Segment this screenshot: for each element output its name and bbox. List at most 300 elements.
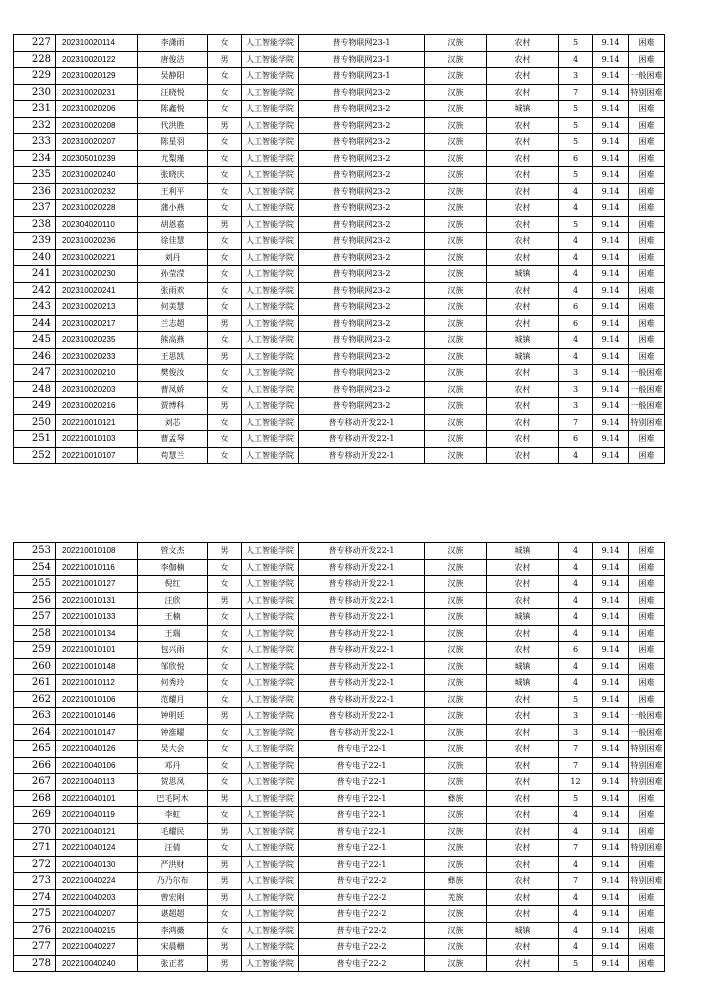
family-members-cell: 3 (559, 708, 593, 725)
class-name-cell: 普专物联网23-2 (299, 200, 425, 217)
row-index-cell: 237 (14, 200, 56, 217)
gender-cell: 男 (208, 939, 242, 956)
gender-cell: 女 (208, 576, 242, 593)
ethnicity-cell: 汉族 (425, 823, 487, 840)
family-members-cell: 4 (559, 658, 593, 675)
family-members-cell: 5 (559, 216, 593, 233)
hardship-level-cell: 困难 (629, 823, 665, 840)
hardship-level-cell: 特别困难 (629, 84, 665, 101)
row-index-cell: 247 (14, 365, 56, 382)
student-name-cell: 孙莹滢 (138, 266, 208, 283)
family-members-cell: 4 (559, 609, 593, 626)
table-row (14, 315, 665, 332)
date-cell: 9.14 (593, 365, 629, 382)
date-cell: 9.14 (593, 51, 629, 68)
row-index-cell: 250 (14, 414, 56, 431)
date-cell: 9.14 (593, 724, 629, 741)
row-index-cell: 262 (14, 691, 56, 708)
row-index-cell: 261 (14, 675, 56, 692)
row-index-cell: 244 (14, 315, 56, 332)
table-row (14, 757, 665, 774)
student-name-cell: 乃乃尔布 (138, 873, 208, 890)
row-index-cell: 253 (14, 543, 56, 560)
date-cell: 9.14 (593, 398, 629, 415)
family-members-cell: 5 (559, 167, 593, 184)
date-cell: 9.14 (593, 642, 629, 659)
student-name-cell: 王思凯 (138, 348, 208, 365)
gender-cell: 女 (208, 134, 242, 151)
table-row (14, 431, 665, 448)
table-row (14, 84, 665, 101)
date-cell: 9.14 (593, 823, 629, 840)
college-cell: 人工智能学院 (242, 708, 299, 725)
household-origin-cell: 农村 (487, 906, 559, 923)
class-name-cell: 普专电子22-2 (299, 889, 425, 906)
household-origin-cell: 农村 (487, 625, 559, 642)
family-members-cell: 3 (559, 365, 593, 382)
student-name-cell: 钟明廷 (138, 708, 208, 725)
family-members-cell: 5 (559, 691, 593, 708)
table-row (14, 873, 665, 890)
table-row (14, 576, 665, 593)
college-cell: 人工智能学院 (242, 675, 299, 692)
ethnicity-cell: 汉族 (425, 592, 487, 609)
student-name-cell: 李伽楠 (138, 559, 208, 576)
class-name-cell: 普专物联网23-2 (299, 266, 425, 283)
student-id-cell: 202210010148 (56, 658, 138, 675)
family-members-cell: 5 (559, 35, 593, 52)
household-origin-cell: 农村 (487, 592, 559, 609)
table-row (14, 658, 665, 675)
table-row (14, 906, 665, 923)
family-members-cell: 4 (559, 200, 593, 217)
student-name-cell: 钟淮曜 (138, 724, 208, 741)
gender-cell: 女 (208, 447, 242, 464)
gender-cell: 男 (208, 315, 242, 332)
row-index-cell: 239 (14, 233, 56, 250)
gender-cell: 男 (208, 856, 242, 873)
household-origin-cell: 农村 (487, 691, 559, 708)
hardship-level-cell: 困难 (629, 939, 665, 956)
hardship-level-cell: 特别困难 (629, 774, 665, 791)
gender-cell: 女 (208, 68, 242, 85)
college-cell: 人工智能学院 (242, 315, 299, 332)
gender-cell: 女 (208, 774, 242, 791)
family-members-cell: 4 (559, 266, 593, 283)
family-members-cell: 3 (559, 398, 593, 415)
date-cell: 9.14 (593, 216, 629, 233)
table-row (14, 134, 665, 151)
row-index-cell: 230 (14, 84, 56, 101)
household-origin-cell: 农村 (487, 576, 559, 593)
gender-cell: 女 (208, 200, 242, 217)
student-name-cell: 曹孟琴 (138, 431, 208, 448)
ethnicity-cell: 汉族 (425, 51, 487, 68)
ethnicity-cell: 汉族 (425, 774, 487, 791)
family-members-cell: 4 (559, 807, 593, 824)
date-cell: 9.14 (593, 150, 629, 167)
date-cell: 9.14 (593, 134, 629, 151)
hardship-level-cell: 特别困难 (629, 741, 665, 758)
ethnicity-cell: 汉族 (425, 431, 487, 448)
table-row (14, 790, 665, 807)
ethnicity-cell: 汉族 (425, 658, 487, 675)
class-name-cell: 普专移动开发22-1 (299, 609, 425, 626)
date-cell: 9.14 (593, 757, 629, 774)
gender-cell: 女 (208, 642, 242, 659)
student-id-cell: 202210040130 (56, 856, 138, 873)
date-cell: 9.14 (593, 414, 629, 431)
student-name-cell: 何美慧 (138, 299, 208, 316)
row-index-cell: 271 (14, 840, 56, 857)
student-id-cell: 202210010103 (56, 431, 138, 448)
class-name-cell: 普专移动开发22-1 (299, 625, 425, 642)
household-origin-cell: 城镇 (487, 266, 559, 283)
table-row (14, 543, 665, 560)
date-cell: 9.14 (593, 906, 629, 923)
row-index-cell: 242 (14, 282, 56, 299)
table-row (14, 691, 665, 708)
college-cell: 人工智能学院 (242, 381, 299, 398)
hardship-level-cell: 一般困难 (629, 68, 665, 85)
table-row (14, 592, 665, 609)
table-row (14, 774, 665, 791)
student-name-cell: 尤梨瑾 (138, 150, 208, 167)
class-name-cell: 普专移动开发22-1 (299, 576, 425, 593)
row-index-cell: 235 (14, 167, 56, 184)
household-origin-cell: 农村 (487, 724, 559, 741)
college-cell: 人工智能学院 (242, 398, 299, 415)
gender-cell: 女 (208, 431, 242, 448)
table-row (14, 840, 665, 857)
student-name-cell: 范耀月 (138, 691, 208, 708)
class-name-cell: 普专物联网23-2 (299, 249, 425, 266)
student-name-cell: 管文杰 (138, 543, 208, 560)
college-cell: 人工智能学院 (242, 724, 299, 741)
student-id-cell: 202210010146 (56, 708, 138, 725)
household-origin-cell: 农村 (487, 873, 559, 890)
hardship-level-cell: 特别困难 (629, 414, 665, 431)
family-members-cell: 5 (559, 955, 593, 972)
gender-cell: 女 (208, 691, 242, 708)
hardship-level-cell: 困难 (629, 642, 665, 659)
gender-cell: 女 (208, 922, 242, 939)
student-id-cell: 202210040124 (56, 840, 138, 857)
row-index-cell: 266 (14, 757, 56, 774)
date-cell: 9.14 (593, 889, 629, 906)
ethnicity-cell: 汉族 (425, 398, 487, 415)
college-cell: 人工智能学院 (242, 856, 299, 873)
household-origin-cell: 农村 (487, 282, 559, 299)
student-id-cell: 202210040113 (56, 774, 138, 791)
date-cell: 9.14 (593, 249, 629, 266)
college-cell: 人工智能学院 (242, 414, 299, 431)
student-name-cell: 陈星羽 (138, 134, 208, 151)
gender-cell: 男 (208, 592, 242, 609)
date-cell: 9.14 (593, 675, 629, 692)
class-name-cell: 普专移动开发22-1 (299, 431, 425, 448)
row-index-cell: 227 (14, 35, 56, 52)
college-cell: 人工智能学院 (242, 642, 299, 659)
student-id-cell: 202210040224 (56, 873, 138, 890)
table-row (14, 398, 665, 415)
ethnicity-cell: 汉族 (425, 365, 487, 382)
household-origin-cell: 农村 (487, 447, 559, 464)
college-cell: 人工智能学院 (242, 840, 299, 857)
ethnicity-cell: 汉族 (425, 724, 487, 741)
college-cell: 人工智能学院 (242, 691, 299, 708)
college-cell: 人工智能学院 (242, 101, 299, 118)
row-index-cell: 234 (14, 150, 56, 167)
college-cell: 人工智能学院 (242, 447, 299, 464)
hardship-level-cell: 困难 (629, 559, 665, 576)
student-name-cell: 贾博科 (138, 398, 208, 415)
gender-cell: 女 (208, 559, 242, 576)
student-id-cell: 202310020230 (56, 266, 138, 283)
family-members-cell: 4 (559, 282, 593, 299)
ethnicity-cell: 汉族 (425, 249, 487, 266)
date-cell: 9.14 (593, 807, 629, 824)
gender-cell: 女 (208, 84, 242, 101)
class-name-cell: 普专物联网23-2 (299, 315, 425, 332)
row-index-cell: 252 (14, 447, 56, 464)
class-name-cell: 普专移动开发22-1 (299, 592, 425, 609)
college-cell: 人工智能学院 (242, 348, 299, 365)
hardship-level-cell: 困难 (629, 35, 665, 52)
ethnicity-cell: 汉族 (425, 167, 487, 184)
row-index-cell: 275 (14, 906, 56, 923)
row-index-cell: 278 (14, 955, 56, 972)
date-cell: 9.14 (593, 282, 629, 299)
household-origin-cell: 城镇 (487, 922, 559, 939)
gender-cell: 女 (208, 675, 242, 692)
household-origin-cell: 城镇 (487, 675, 559, 692)
household-origin-cell: 农村 (487, 414, 559, 431)
row-index-cell: 263 (14, 708, 56, 725)
class-name-cell: 普专物联网23-2 (299, 84, 425, 101)
household-origin-cell: 农村 (487, 774, 559, 791)
ethnicity-cell: 汉族 (425, 906, 487, 923)
household-origin-cell: 农村 (487, 381, 559, 398)
household-origin-cell: 农村 (487, 68, 559, 85)
class-name-cell: 普专移动开发22-1 (299, 675, 425, 692)
student-id-cell: 202310020207 (56, 134, 138, 151)
household-origin-cell: 农村 (487, 167, 559, 184)
college-cell: 人工智能学院 (242, 939, 299, 956)
student-name-cell: 刘芯 (138, 414, 208, 431)
student-id-cell: 202210010134 (56, 625, 138, 642)
family-members-cell: 5 (559, 101, 593, 118)
hardship-level-cell: 困难 (629, 51, 665, 68)
household-origin-cell: 农村 (487, 216, 559, 233)
household-origin-cell: 城镇 (487, 332, 559, 349)
hardship-level-cell: 困难 (629, 183, 665, 200)
class-name-cell: 普专物联网23-2 (299, 167, 425, 184)
household-origin-cell: 农村 (487, 708, 559, 725)
ethnicity-cell: 汉族 (425, 299, 487, 316)
household-origin-cell: 农村 (487, 200, 559, 217)
household-origin-cell: 农村 (487, 807, 559, 824)
row-index-cell: 257 (14, 609, 56, 626)
row-index-cell: 276 (14, 922, 56, 939)
row-index-cell: 254 (14, 559, 56, 576)
row-index-cell: 248 (14, 381, 56, 398)
family-members-cell: 7 (559, 840, 593, 857)
hardship-level-cell: 困难 (629, 150, 665, 167)
row-index-cell: 249 (14, 398, 56, 415)
household-origin-cell: 农村 (487, 84, 559, 101)
student-name-cell: 贺思凤 (138, 774, 208, 791)
row-index-cell: 240 (14, 249, 56, 266)
class-name-cell: 普专电子22-1 (299, 757, 425, 774)
class-name-cell: 普专移动开发22-1 (299, 691, 425, 708)
family-members-cell: 4 (559, 559, 593, 576)
gender-cell: 男 (208, 955, 242, 972)
date-cell: 9.14 (593, 84, 629, 101)
household-origin-cell: 城镇 (487, 101, 559, 118)
college-cell: 人工智能学院 (242, 922, 299, 939)
hardship-level-cell: 困难 (629, 249, 665, 266)
ethnicity-cell: 汉族 (425, 691, 487, 708)
household-origin-cell: 农村 (487, 51, 559, 68)
student-id-cell: 202310020206 (56, 101, 138, 118)
family-members-cell: 4 (559, 889, 593, 906)
student-name-cell: 李鸿薇 (138, 922, 208, 939)
row-index-cell: 229 (14, 68, 56, 85)
gender-cell: 女 (208, 625, 242, 642)
date-cell: 9.14 (593, 840, 629, 857)
gender-cell: 女 (208, 658, 242, 675)
ethnicity-cell: 汉族 (425, 757, 487, 774)
row-index-cell: 272 (14, 856, 56, 873)
hardship-level-cell: 困难 (629, 609, 665, 626)
date-cell: 9.14 (593, 922, 629, 939)
class-name-cell: 普专物联网23-2 (299, 183, 425, 200)
college-cell: 人工智能学院 (242, 790, 299, 807)
gender-cell: 女 (208, 757, 242, 774)
hardship-level-cell: 困难 (629, 348, 665, 365)
hardship-level-cell: 困难 (629, 216, 665, 233)
college-cell: 人工智能学院 (242, 183, 299, 200)
family-members-cell: 3 (559, 381, 593, 398)
student-name-cell: 蒲小燕 (138, 200, 208, 217)
table-row (14, 216, 665, 233)
row-index-cell: 277 (14, 939, 56, 956)
hardship-level-cell: 困难 (629, 233, 665, 250)
class-name-cell: 普专移动开发22-1 (299, 658, 425, 675)
student-name-cell: 陈鑫悦 (138, 101, 208, 118)
table-row (14, 266, 665, 283)
family-members-cell: 4 (559, 592, 593, 609)
class-name-cell: 普专移动开发22-1 (299, 414, 425, 431)
student-id-cell: 202310020129 (56, 68, 138, 85)
student-id-cell: 202310020114 (56, 35, 138, 52)
ethnicity-cell: 汉族 (425, 282, 487, 299)
college-cell: 人工智能学院 (242, 543, 299, 560)
table-row (14, 68, 665, 85)
table-row (14, 414, 665, 431)
student-name-cell: 吴大会 (138, 741, 208, 758)
student-name-cell: 吴静阳 (138, 68, 208, 85)
student-id-cell: 202310020232 (56, 183, 138, 200)
student-id-cell: 202310020241 (56, 282, 138, 299)
hardship-level-cell: 一般困难 (629, 708, 665, 725)
hardship-level-cell: 困难 (629, 889, 665, 906)
date-cell: 9.14 (593, 955, 629, 972)
family-members-cell: 4 (559, 348, 593, 365)
ethnicity-cell: 汉族 (425, 840, 487, 857)
row-index-cell: 269 (14, 807, 56, 824)
ethnicity-cell: 汉族 (425, 576, 487, 593)
gender-cell: 男 (208, 216, 242, 233)
student-name-cell: 宋晨栅 (138, 939, 208, 956)
student-name-cell: 李虹 (138, 807, 208, 824)
class-name-cell: 普专电子22-1 (299, 741, 425, 758)
row-index-cell: 246 (14, 348, 56, 365)
family-members-cell: 4 (559, 447, 593, 464)
household-origin-cell: 农村 (487, 790, 559, 807)
ethnicity-cell: 汉族 (425, 675, 487, 692)
class-name-cell: 普专物联网23-2 (299, 398, 425, 415)
college-cell: 人工智能学院 (242, 823, 299, 840)
ethnicity-cell: 彝族 (425, 873, 487, 890)
ethnicity-cell: 汉族 (425, 922, 487, 939)
family-members-cell: 7 (559, 414, 593, 431)
date-cell: 9.14 (593, 233, 629, 250)
family-members-cell: 4 (559, 856, 593, 873)
gender-cell: 男 (208, 823, 242, 840)
date-cell: 9.14 (593, 609, 629, 626)
student-table-part-1 (13, 34, 665, 464)
student-id-cell: 202210010107 (56, 447, 138, 464)
student-name-cell: 樊俊汝 (138, 365, 208, 382)
ethnicity-cell: 汉族 (425, 642, 487, 659)
date-cell: 9.14 (593, 117, 629, 134)
family-members-cell: 4 (559, 823, 593, 840)
hardship-level-cell: 困难 (629, 299, 665, 316)
hardship-level-cell: 特别困难 (629, 873, 665, 890)
row-index-cell: 243 (14, 299, 56, 316)
row-index-cell: 264 (14, 724, 56, 741)
row-index-cell: 267 (14, 774, 56, 791)
ethnicity-cell: 汉族 (425, 348, 487, 365)
table-row (14, 609, 665, 626)
date-cell: 9.14 (593, 856, 629, 873)
date-cell: 9.14 (593, 658, 629, 675)
student-id-cell: 202310020203 (56, 381, 138, 398)
class-name-cell: 普专物联网23-2 (299, 150, 425, 167)
household-origin-cell: 农村 (487, 856, 559, 873)
table-row (14, 625, 665, 642)
ethnicity-cell: 汉族 (425, 200, 487, 217)
student-name-cell: 曾宏刚 (138, 889, 208, 906)
hardship-level-cell: 特别困难 (629, 840, 665, 857)
table-row (14, 724, 665, 741)
date-cell: 9.14 (593, 332, 629, 349)
college-cell: 人工智能学院 (242, 332, 299, 349)
student-name-cell: 张雨欢 (138, 282, 208, 299)
student-id-cell: 202210010131 (56, 592, 138, 609)
hardship-level-cell: 困难 (629, 955, 665, 972)
date-cell: 9.14 (593, 691, 629, 708)
gender-cell: 女 (208, 299, 242, 316)
row-index-cell: 259 (14, 642, 56, 659)
row-index-cell: 233 (14, 134, 56, 151)
row-index-cell: 274 (14, 889, 56, 906)
family-members-cell: 4 (559, 675, 593, 692)
student-id-cell: 202310020231 (56, 84, 138, 101)
date-cell: 9.14 (593, 873, 629, 890)
